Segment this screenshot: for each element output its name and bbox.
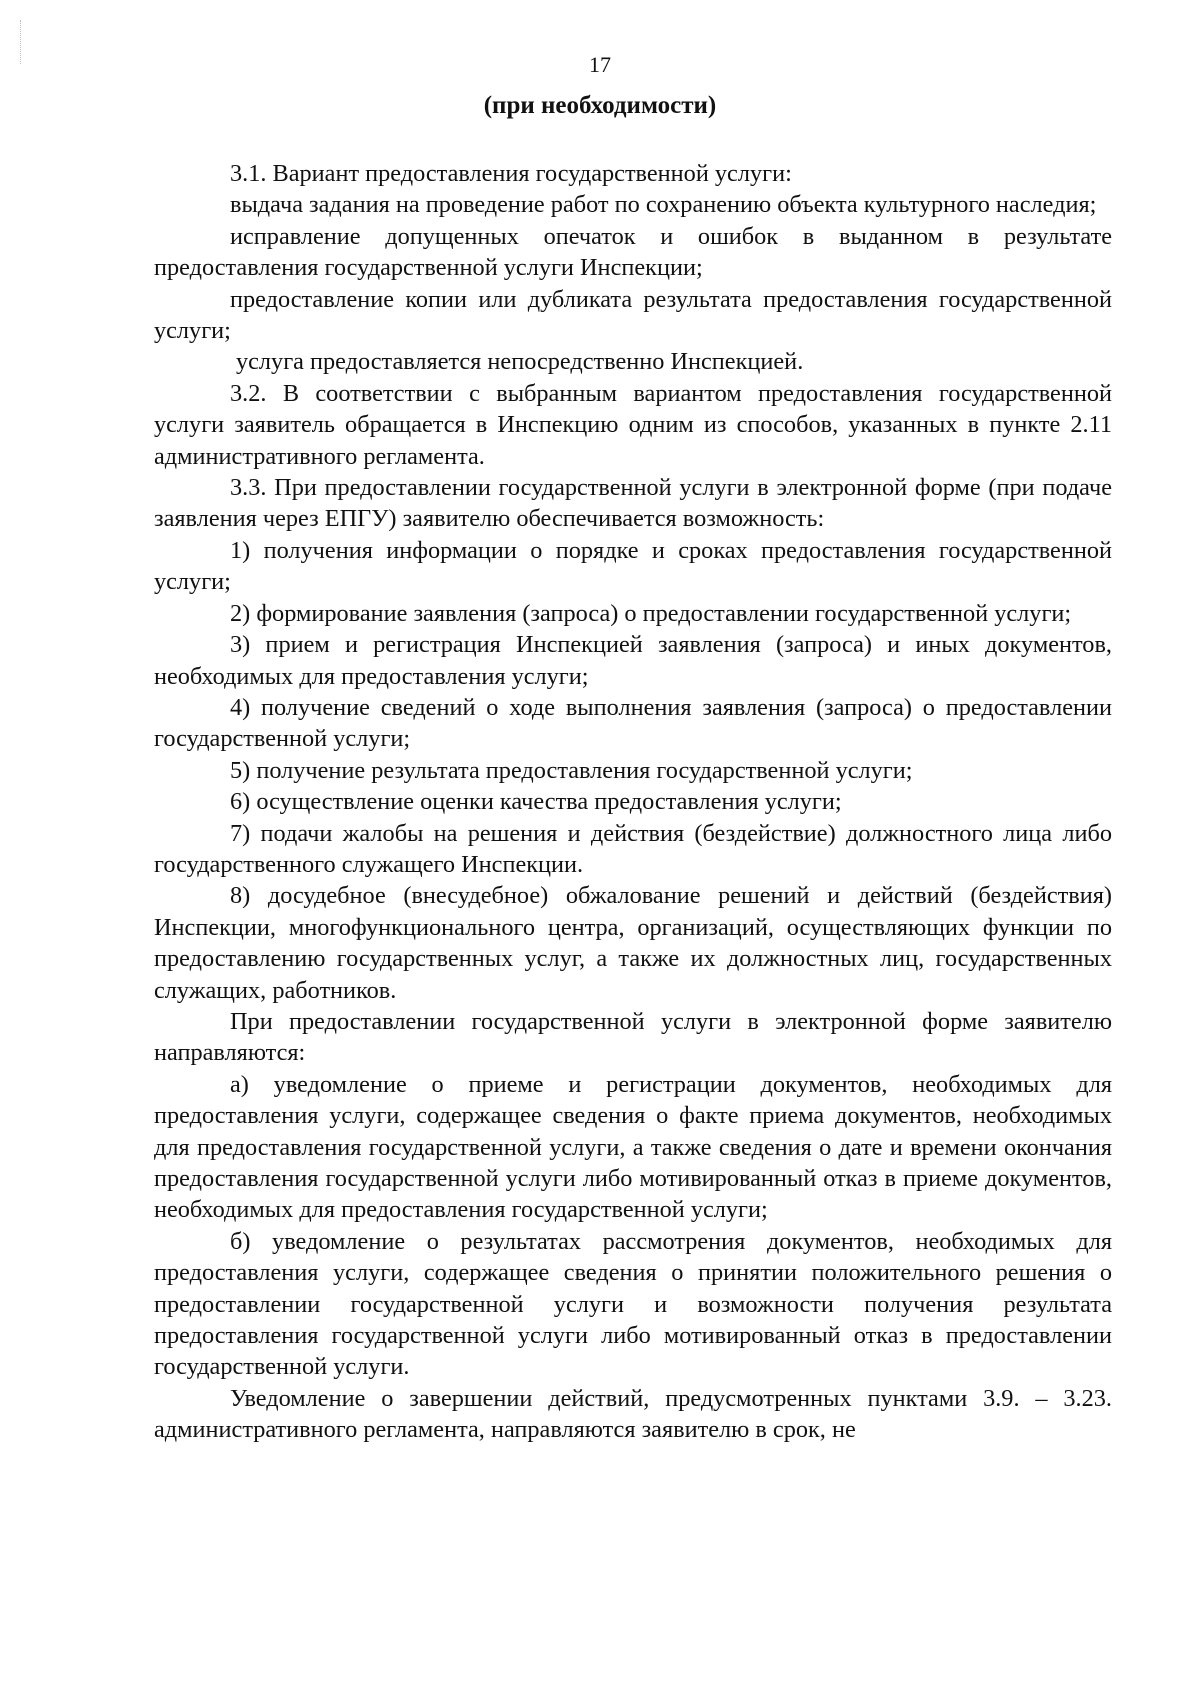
section-heading: (при необходимости) — [483, 92, 717, 119]
list-item-b: б) уведомление о результатах рассмотрения документов, необходимых для предоставления услуги, содержащее сведения о принятии положительного решения о предоставлении государственной услуги и возможности получения результата предоставления государственной услуги либо мотивированный отказ в предоставлении государственной услуги. — [154, 1227, 1112, 1381]
paragraph-3-1: 3.1. Вариант предоставления государственной услуги: — [230, 160, 792, 187]
paragraph-3-2: 3.2. В соответствии с выбранным вариантом предоставления государственной услуги заявитель обращается в Инспекцию одним из способов, указанных в пункте 2.11 административного регламента. — [154, 379, 1112, 470]
paragraph-option-copy: предоставление копии или дубликата результата предоставления государственной услуги; — [154, 285, 1112, 345]
list-item-8: 8) досудебное (внесудебное) обжалование решений и действий (бездействия) Инспекции, многофункционального центра, организаций, осуществляющих функции по предоставлению государственных услуг, а также их должностных лиц, государственных служащих, работников. — [154, 882, 1112, 1004]
list-item-1: 1) получения информации о порядке и сроках предоставления государственной услуги; — [154, 536, 1112, 596]
list-item-4: 4) получение сведений о ходе выполнения заявления (запроса) о предоставлении государственной услуги; — [154, 693, 1112, 753]
paragraph-3-3: 3.3. При предоставлении государственной услуги в электронной форме (при подаче заявления через ЕПГУ) заявителю обеспечивается возможность: — [154, 474, 1112, 533]
list-item-5: 5) получение результата предоставления государственной услуги; — [230, 756, 913, 784]
list-item-a: а) уведомление о приеме и регистрации документов, необходимых для предоставления услуги, содержащее сведения о факте приема документов, необходимых для предоставления государственной услуги, а также сведения о дате и времени окончания предоставления государственной услуги либо мотивированный отказ в приеме документов, необходимых для предоставления государственной услуги; — [154, 1070, 1112, 1224]
page-number: 17 — [589, 52, 611, 77]
document-body — [154, 158, 1112, 1446]
paragraph-option-corrections: исправление допущенных опечаток и ошибок в выданном в результате предоставления государственной услуги Инспекции; — [154, 222, 1112, 282]
list-item-2: 2) формирование заявления (запроса) о предоставлении государственной услуги; — [230, 599, 1072, 627]
list-item-3: 3) прием и регистрация Инспекцией заявления (запроса) и иных документов, необходимых для предоставления услуги; — [154, 631, 1112, 690]
list-item-6: 6) осуществление оценки качества предоставления услуги; — [230, 788, 842, 816]
paragraph-provided-by: услуга предоставляется непосредственно Инспекцией. — [236, 348, 804, 376]
paragraph-option-assignment: выдача задания на проведение работ по сохранению объекта культурного наследия; — [230, 191, 1097, 219]
paragraph-electronic-notifications: При предоставлении государственной услуги в электронной форме заявителю направляются: — [154, 1007, 1112, 1067]
paragraph-completion-notice: Уведомление о завершении действий, предусмотренных пунктами 3.9. – 3.23. административного регламента, направляются заявителю в срок, не — [154, 1384, 1112, 1444]
list-item-7: 7) подачи жалобы на решения и действия (бездействие) должностного лица либо государственного служащего Инспекции. — [154, 819, 1112, 878]
